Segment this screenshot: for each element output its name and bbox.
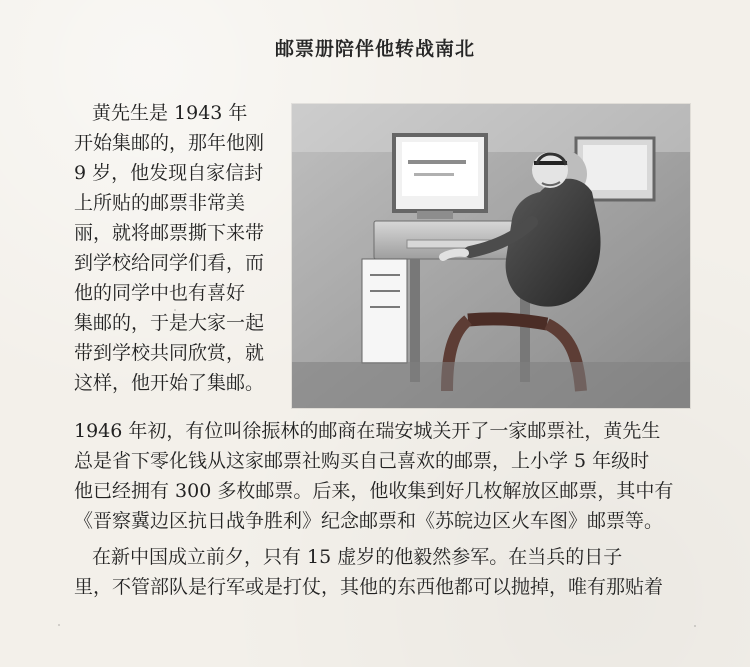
paragraph-line: 里，不管部队是行军或是打仗，其他的东西他都可以抛掉，唯有那贴着	[74, 576, 664, 598]
article-title: 邮票册陪伴他转战南北	[274, 38, 475, 60]
paragraph-line: 带到学校共同欣赏，就	[74, 342, 265, 364]
paragraph-line: 到学校给同学们看，而	[74, 252, 265, 274]
paper-speck	[694, 625, 696, 627]
paragraph-line: 开始集邮的，那年他刚	[74, 132, 265, 154]
paragraph-line: 丽，就将邮票撕下来带	[74, 222, 265, 244]
paragraph-line: 总是省下零化钱从这家邮票社购买自己喜欢的邮票，上小学 5 年级时	[74, 450, 650, 472]
photo-of-man-at-computer	[292, 104, 690, 408]
paragraph-line: 上所贴的邮票非常美	[74, 192, 246, 214]
paper-speck	[174, 309, 176, 311]
paragraph-line: 在新中国成立前夕，只有 15 虚岁的他毅然参军。在当兵的日子	[92, 546, 623, 568]
paragraph-line: 这样，他开始了集邮。	[74, 372, 265, 394]
paragraph-line: 1946 年初，有位叫徐振林的邮商在瑞安城关开了一家邮票社，黄先生	[74, 420, 661, 442]
paragraph-line: 他的同学中也有喜好	[74, 282, 246, 304]
paragraph-line: 黄先生是 1943 年	[92, 102, 248, 124]
paper-speck	[58, 624, 60, 626]
paragraph-line: 集邮的，于是大家一起	[74, 312, 265, 334]
paragraph-line: 9 岁，他发现自家信封	[74, 162, 264, 184]
paragraph-line: 《晋察冀边区抗日战争胜利》纪念邮票和《苏皖边区火车图》邮票等。	[74, 510, 664, 532]
paragraph-line: 他已经拥有 300 多枚邮票。后来，他收集到好几枚解放区邮票，其中有	[74, 480, 674, 502]
